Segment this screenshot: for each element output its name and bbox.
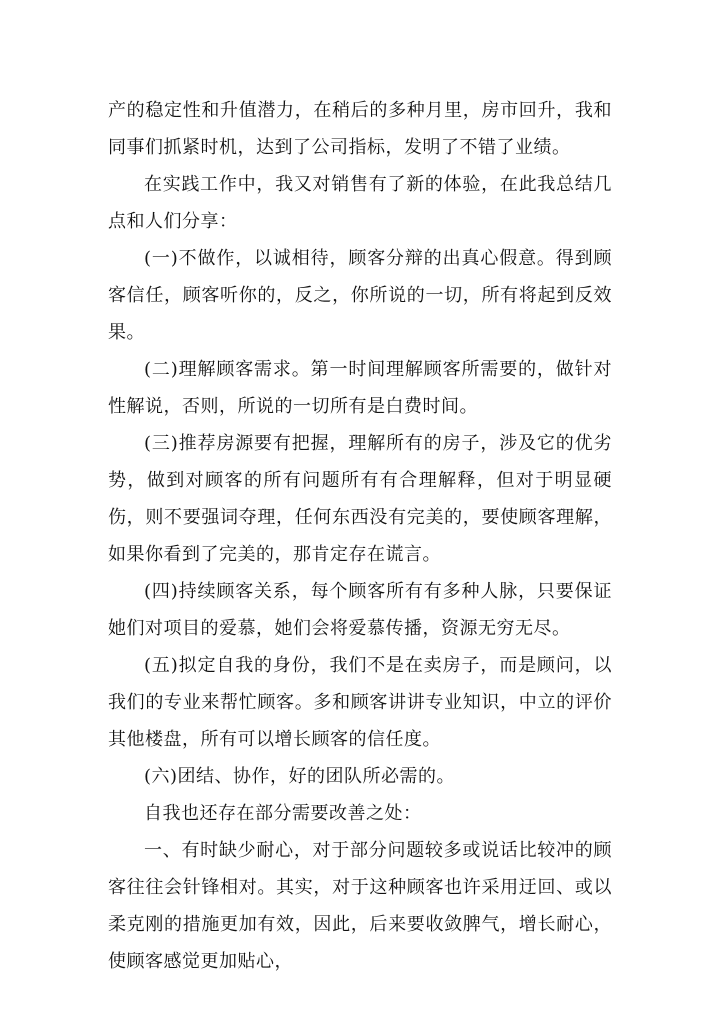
paragraph-intro: 在实践工作中，我又对销售有了新的体验，在此我总结几点和人们分享： — [108, 174, 612, 232]
paragraph-improvement-1: 一、有时缺少耐心，对于部分问题较多或说话比较冲的顾客往往会针锋相对。其实，对于这种顾客也许采用迂回、或以柔克刚的措施更加有效，因此，后来要收敛脾气，增长耐心，使顾客感觉更加贴心， — [108, 840, 612, 972]
paragraph-point-1: (一)不做作，以诚相待，顾客分辩的出真心假意。得到顾客信任，顾客听你的，反之，你所说的一切，所有将起到反效果。 — [108, 248, 612, 343]
paragraph-improvement-heading: 自我也还存在部分需要改善之处： — [144, 803, 422, 824]
paragraph-point-4: (四)持续顾客关系，每个顾客所有有多种人脉，只要保证她们对项目的爱慕，她们会将爱慕传播，资源无穷无尽。 — [108, 581, 612, 639]
paragraph-continuation: 产的稳定性和升值潜力，在稍后的多种月里，房市回升，我和同事们抓紧时机，达到了公司指标，发明了不错了业绩。 — [108, 100, 612, 158]
paragraph-point-2: (二)理解顾客需求。第一时间理解顾客所需要的，做针对性解说，否则，所说的一切所有是白费时间。 — [108, 359, 612, 417]
paragraph-point-5: (五)拟定自我的身份，我们不是在卖房子，而是顾问，以我们的专业来帮忙顾客。多和顾客讲讲专业知识，中立的评价其他楼盘，所有可以增长顾客的信任度。 — [108, 655, 612, 750]
paragraph-point-6: (六)团结、协作，好的团队所必需的。 — [144, 766, 456, 787]
paragraph-point-3: (三)推荐房源要有把握，理解所有的房子，涉及它的优劣势，做到对顾客的所有问题所有有合理解释，但对于明显硬伤，则不要强词夺理，任何东西没有完美的，要使顾客理解，如果你看到了完美的，那肯定存在谎言。 — [108, 433, 612, 565]
document-body — [108, 92, 612, 980]
